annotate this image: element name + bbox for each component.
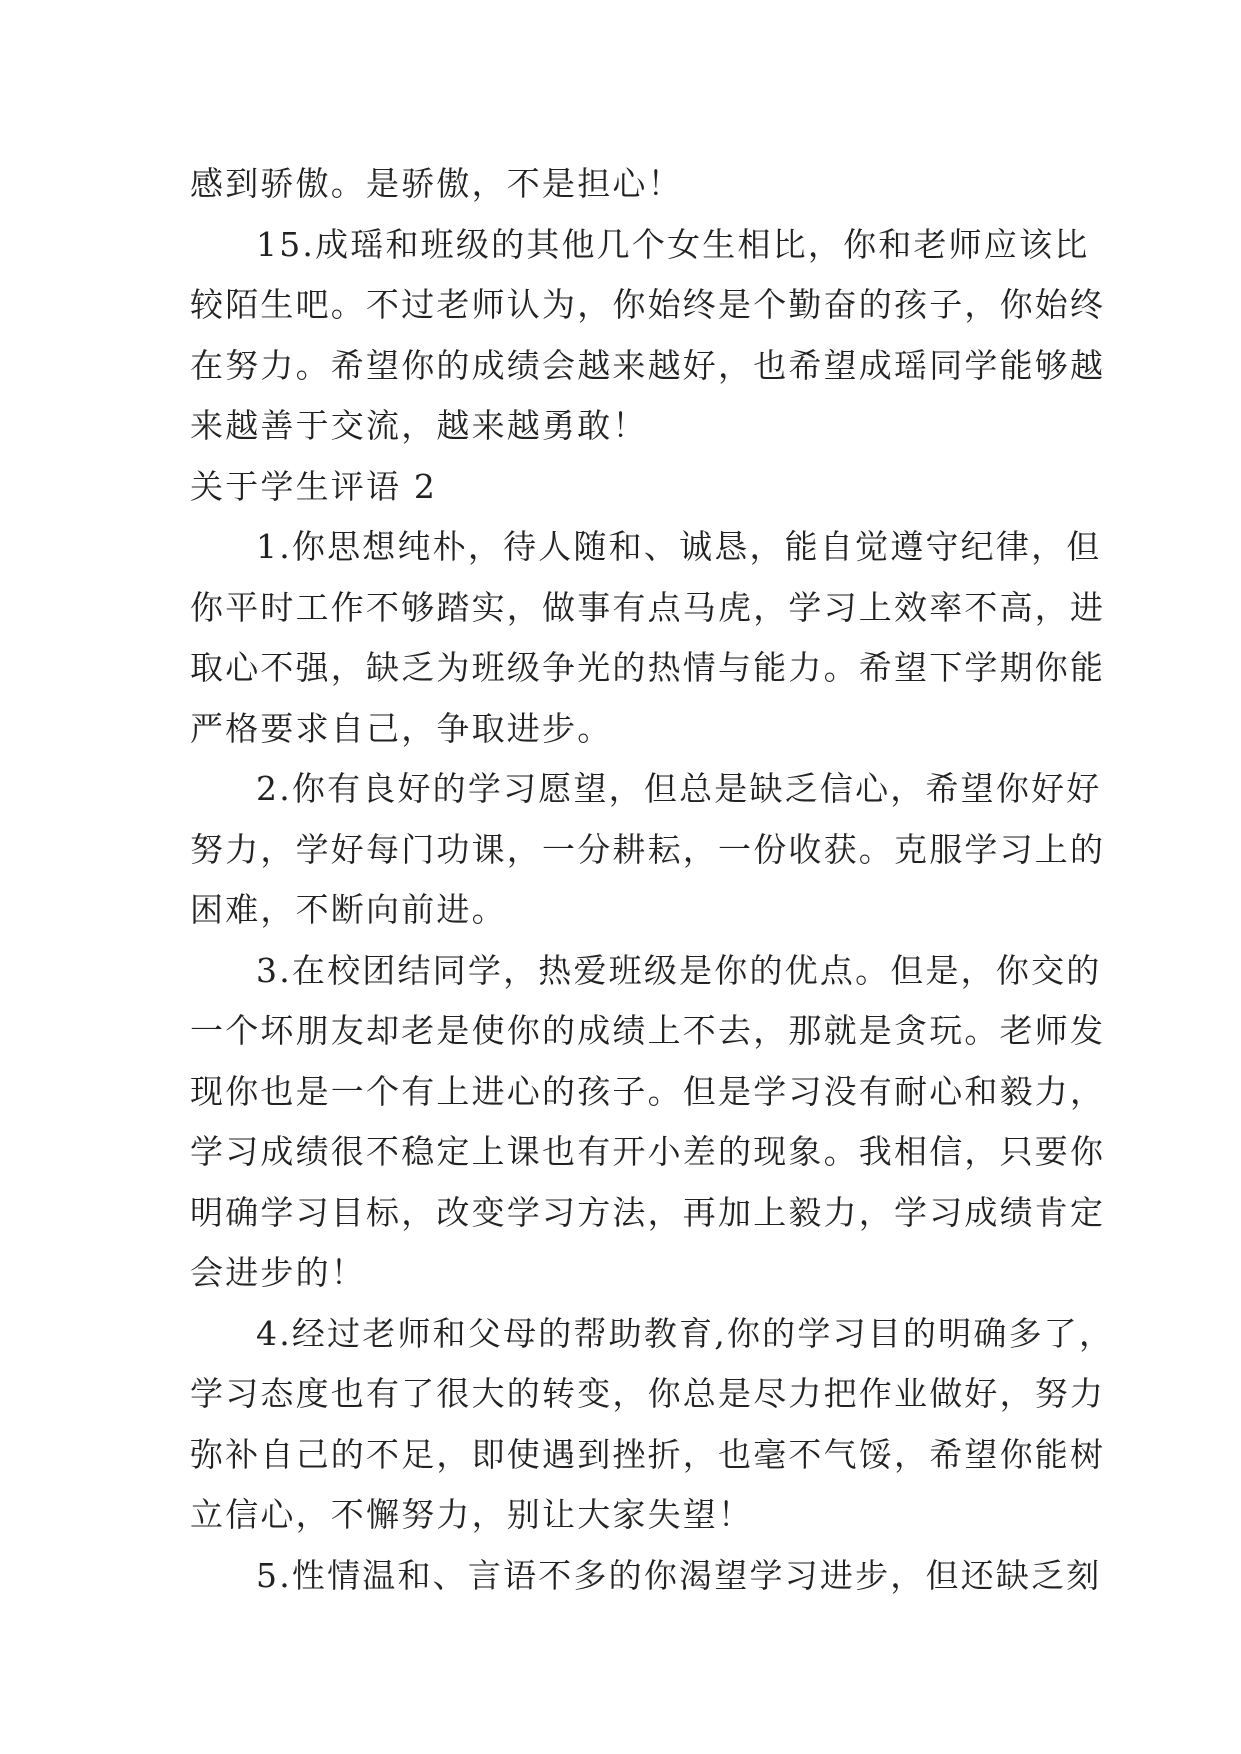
- text-line: 困难，不断向前进。: [190, 890, 507, 929]
- text-line: 学习态度也有了很大的转变，你总是尽力把作业做好，努力: [190, 1374, 1106, 1413]
- text-line: 1.你思想纯朴，待人随和、诚恳，能自觉遵守纪律，但: [256, 527, 1102, 566]
- text-line: 来越善于交流，越来越勇敢！: [190, 406, 648, 445]
- text-line: 关于学生评语 2: [190, 466, 438, 506]
- text-line: 5.性情温和、言语不多的你渴望学习进步，但还缺乏刻: [256, 1555, 1102, 1595]
- text-line: 会进步的！: [190, 1253, 366, 1292]
- text-line: 现你也是一个有上进心的孩子。但是学习没有耐心和毅力，: [190, 1071, 1106, 1111]
- text-line: 取心不强，缺乏为班级争光的热情与能力。希望下学期你能: [190, 648, 1106, 687]
- text-line: 在努力。希望你的成绩会越来越好，也希望成瑶同学能够越: [190, 345, 1106, 385]
- text-line: 4.经过老师和父母的帮助教育,你的学习目的明确多了，: [256, 1313, 1115, 1353]
- text-line: 2.你有良好的学习愿望，但总是缺乏信心，希望你好好: [256, 769, 1102, 808]
- text-line: 15.成瑶和班级的其他几个女生相比，你和老师应该比: [256, 224, 1090, 264]
- document-body: [190, 154, 1115, 1606]
- text-line: 较陌生吧。不过老师认为，你始终是个勤奋的孩子，你始终: [190, 285, 1106, 324]
- text-line: 一个坏朋友却老是使你的成绩上不去，那就是贪玩。老师发: [190, 1011, 1106, 1050]
- text-line: 弥补自己的不足，即使遇到挫折，也毫不气馁，希望你能树: [190, 1434, 1106, 1474]
- text-line: 明确学习目标，改变学习方法，再加上毅力，学习成绩肯定: [190, 1192, 1106, 1232]
- text-line: 努力，学好每门功课，一分耕耘，一份收获。克服学习上的: [190, 829, 1106, 869]
- text-line: 感到骄傲。是骄傲，不是担心！: [190, 164, 683, 203]
- text-line: 学习成绩很不稳定上课也有开小差的现象。我相信，只要你: [190, 1132, 1106, 1171]
- text-line: 3.在校团结同学，热爱班级是你的优点。但是，你交的: [256, 950, 1102, 990]
- text-line: 立信心，不懈努力，别让大家失望！: [190, 1495, 754, 1534]
- text-line: 你平时工作不够踏实，做事有点马虎，学习上效率不高，进: [190, 587, 1106, 627]
- text-line: 严格要求自己，争取进步。: [190, 708, 613, 748]
